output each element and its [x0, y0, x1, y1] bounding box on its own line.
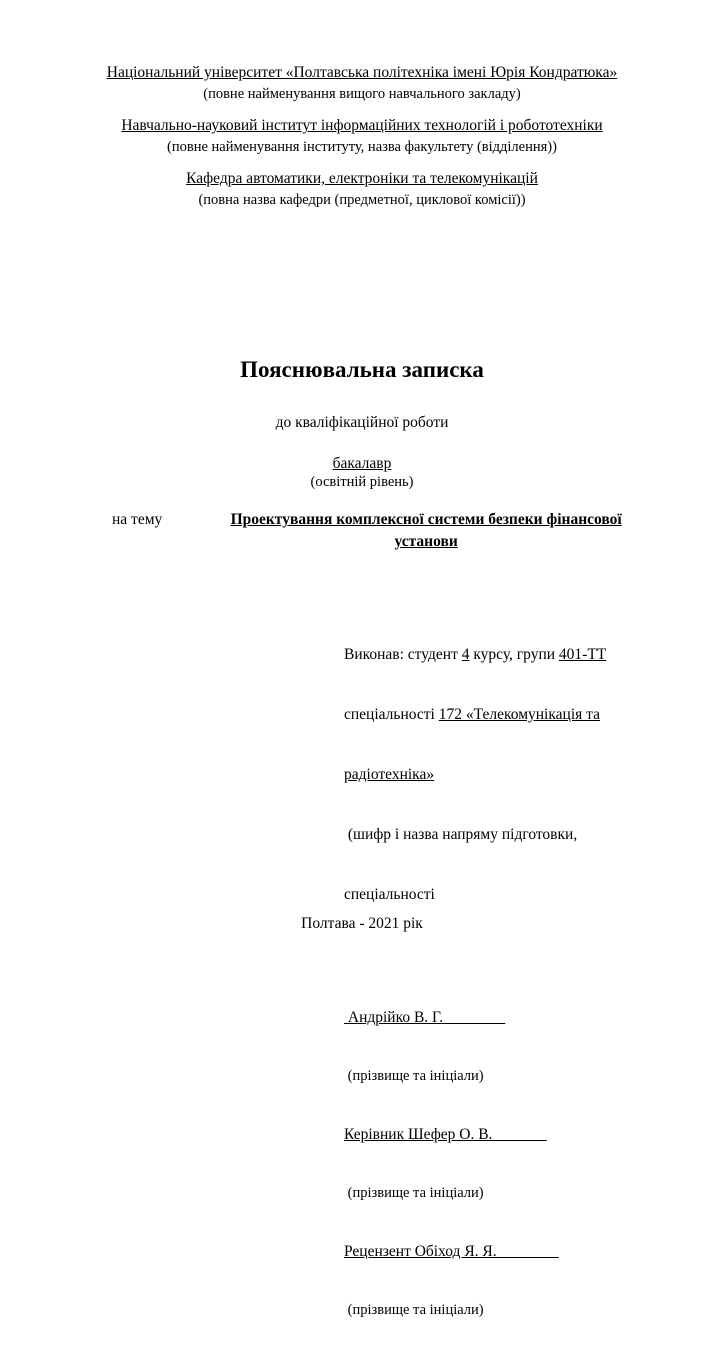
department-caption: (повна назва кафедри (предметної, циклової комісії))	[198, 192, 526, 208]
reviewer-caption: (прізвище та ініціали)	[344, 1301, 484, 1318]
institute-block	[92, 115, 632, 158]
performer-speciality-label: спеціальності	[344, 706, 439, 723]
supervisor-name: Керівник Шефер О. В._______	[344, 1126, 547, 1143]
performer-group: 401-ТТ	[558, 646, 607, 663]
city-year: Полтава - 2021 рік	[301, 915, 423, 932]
topic-label: на тему	[112, 511, 163, 528]
reviewer-name: Рецензент Обіход Я. Я.________	[344, 1243, 559, 1260]
executor-name: Андрійко В. Г.________	[344, 1009, 506, 1026]
university-block	[92, 62, 632, 105]
topic-text: Проектування комплексної системи безпеки фінансової установи	[230, 511, 622, 550]
department-block	[92, 168, 632, 211]
institute-name: Навчально-науковий інститут інформаційних технологій і робототехніки	[121, 117, 603, 134]
performer-line-4: (шифр і назва напряму підготовки,	[344, 826, 578, 843]
executor-caption: (прізвище та ініціали)	[344, 1067, 484, 1084]
university-name: Національний університет «Полтавська політехніка імені Юрія Кондратюка»	[106, 64, 618, 81]
topic-row	[92, 509, 632, 553]
institute-caption: (повне найменування інституту, назва факультету (відділення))	[167, 139, 557, 155]
performer-course: 4	[461, 646, 470, 663]
performer-speciality-code: 172 «Телекомунікація та	[438, 706, 600, 723]
department-name: Кафедра автоматики, електроніки та телекомунікацій	[186, 170, 538, 187]
performer-line-2	[344, 705, 644, 725]
supervisor-caption: (прізвище та ініціали)	[344, 1184, 484, 1201]
document-title: Пояснювальна записка	[240, 357, 484, 382]
university-caption: (повне найменування вищого навчального закладу)	[203, 86, 521, 102]
performer-line1-middle: курсу, групи	[469, 646, 559, 663]
performer-block	[344, 605, 644, 945]
performer-line-1	[344, 645, 644, 665]
performer-speciality-cont: радіотехніка»	[344, 766, 435, 783]
performer-line-5: спеціальності	[344, 886, 435, 903]
performer-line-3	[344, 765, 644, 785]
document-subtitle: до кваліфікаційної роботи	[275, 414, 449, 431]
names-block	[344, 969, 644, 1359]
performer-line1-prefix: Виконав: студент	[344, 646, 462, 663]
degree-level: бакалавр	[332, 455, 392, 472]
degree-caption: (освітній рівень)	[310, 474, 414, 490]
